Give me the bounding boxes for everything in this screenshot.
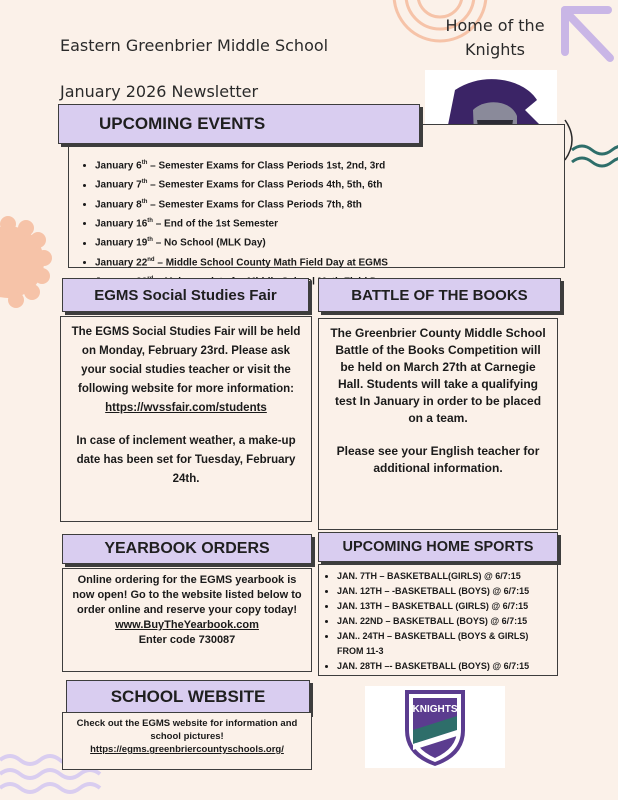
books-box <box>318 318 558 530</box>
event-item: • January 8th – Semester Exams for Class Periods 7th, 8th <box>95 194 565 213</box>
event-item: • January 22nd – Middle School County Math Field Day at EGMS <box>95 252 565 271</box>
event-item: • January 7th – Semester Exams for Class Periods 4th, 5th, 6th <box>95 174 565 193</box>
knights-shield-logo <box>365 686 505 768</box>
website-box <box>62 712 312 770</box>
fair-paragraph: The EGMS Social Studies Fair will be held on Monday, February 23rd. Please ask your social studies teacher or visit the following website for more information: <box>71 326 301 395</box>
fair-weather-paragraph: In case of inclement weather, a make-up date has been set for Tuesday, February 24th. <box>76 435 296 485</box>
home-line-2: Knights <box>465 40 525 59</box>
books-heading: BATTLE OF THE BOOKS <box>318 278 561 312</box>
fair-link[interactable]: https://wvssfair.com/students <box>105 402 267 414</box>
events-heading: UPCOMING EVENTS <box>58 104 420 144</box>
home-line-1: Home of the <box>445 16 545 35</box>
website-paragraph: Check out the EGMS website for information and school pictures! <box>76 718 298 742</box>
arrow-decoration <box>565 10 610 58</box>
events-box <box>68 124 565 268</box>
books-contact-paragraph: Please see your English teacher for additional information. <box>336 444 540 475</box>
event-item: • January 16th – End of the 1st Semester <box>95 213 565 232</box>
yearbook-code: Enter code 730087 <box>138 634 236 646</box>
sports-item: • JAN. 13TH – BASKETBALL (GIRLS) @ 6/7:15 <box>337 599 553 614</box>
books-paragraph: The Greenbrier County Middle School Battle of the Books Competition will be held on March 27th at Carnegie Hall. Students will take a qualifying test In January in order to be placed on a team. <box>330 326 546 425</box>
yearbook-link[interactable]: www.BuyTheYearbook.com <box>115 619 259 631</box>
fair-box <box>60 316 312 522</box>
sports-item: • JAN.. 24TH – BASKETBALL (BOYS & GIRLS) FROM 11-3 <box>337 629 553 659</box>
newsletter-title: January 2026 Newsletter <box>60 82 259 101</box>
school-name: Eastern Greenbrier Middle School <box>60 36 329 55</box>
event-item: • January 19th – No School (MLK Day) <box>95 232 565 251</box>
yearbook-heading: YEARBOOK ORDERS <box>62 534 312 564</box>
scalloped-circle <box>0 216 52 308</box>
sports-item: • JAN. 7TH – BASKETBALL(GIRLS) @ 6/7:15 <box>337 569 553 584</box>
fair-heading: EGMS Social Studies Fair <box>62 278 309 312</box>
home-of-knights <box>430 14 560 62</box>
event-item: • January 6th – Semester Exams for Class Periods 1st, 2nd, 3rd <box>95 155 565 174</box>
sports-box <box>318 564 558 676</box>
wave-decoration <box>572 146 618 166</box>
website-heading: SCHOOL WEBSITE <box>66 680 310 714</box>
logo-text: KNIGHTS <box>412 704 458 715</box>
sports-item: • JAN. 22ND – BASKETBALL (BOYS) @ 6/7:15 <box>337 614 553 629</box>
yearbook-paragraph: Online ordering for the EGMS yearbook is now open! Go to the website listed below to order online and reserve your copy today! <box>72 574 302 616</box>
website-link[interactable]: https://egms.greenbriercountyschools.org/ <box>90 744 284 755</box>
yearbook-box <box>62 568 312 672</box>
sports-heading: UPCOMING HOME SPORTS <box>318 532 558 562</box>
sports-item: • JAN. 28TH –- BASKETBALL (BOYS) @ 6/7:15 <box>337 659 553 674</box>
curve-line <box>565 120 572 160</box>
sports-item: • JAN. 12TH – -BASKETBALL (BOYS) @ 6/7:15 <box>337 584 553 599</box>
